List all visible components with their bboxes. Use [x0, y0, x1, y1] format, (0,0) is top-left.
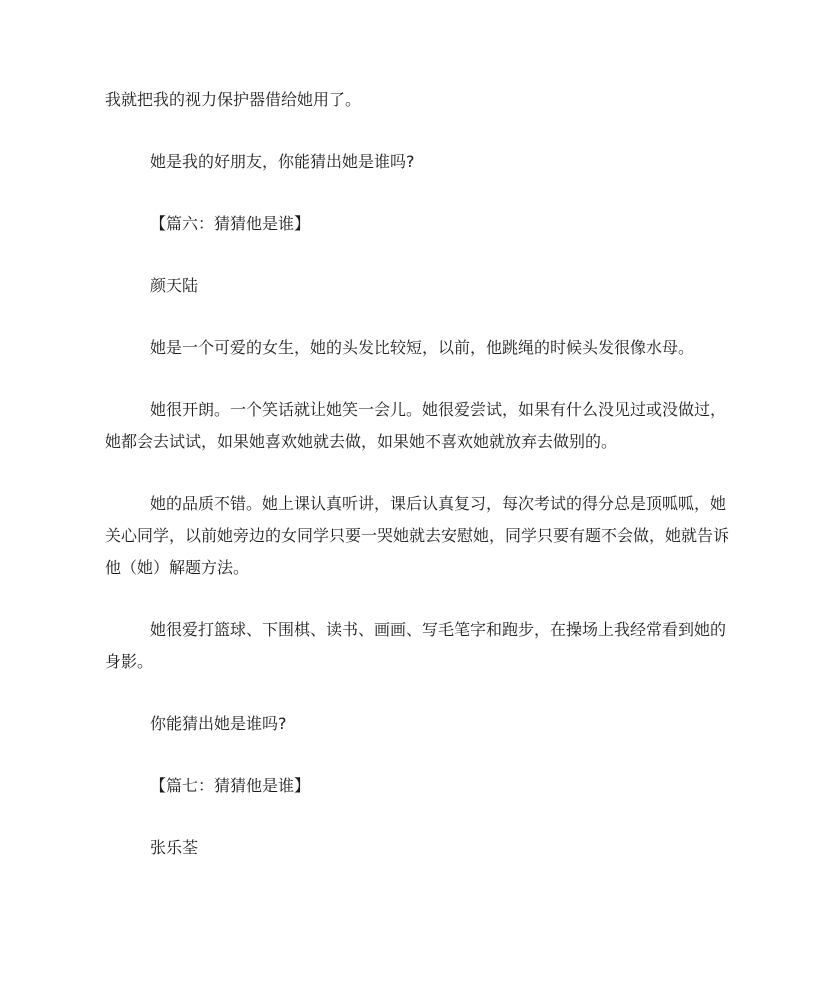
- paragraph-line: 【篇六：猜猜他是谁】: [150, 214, 311, 233]
- paragraph-line: 身影。: [105, 652, 154, 671]
- paragraph-line: 她是一个可爱的女生，她的头发比较短，以前，他跳绳的时候头发很像水母。: [150, 338, 695, 357]
- paragraph: [105, 394, 725, 458]
- paragraph: [105, 614, 725, 678]
- paragraph-line: 她是我的好朋友，你能猜出她是谁吗?: [150, 152, 415, 171]
- paragraph-line: 张乐荃: [150, 838, 199, 857]
- paragraph-line: 她很爱打篮球、下围棋、读书、画画、写毛笔字和跑步，在操场上我经常看到她的: [150, 620, 727, 639]
- paragraph: [105, 208, 725, 240]
- paragraph: [105, 770, 725, 802]
- document-page: [105, 84, 730, 894]
- paragraph-line: 她的品质不错。她上课认真听讲，课后认真复习，每次考试的得分总是顶呱呱，她: [150, 494, 727, 513]
- paragraph: [105, 708, 725, 740]
- paragraph-line: 关心同学，以前她旁边的女同学只要一哭她就去安慰她，同学只要有题不会做，她就告诉: [105, 526, 730, 545]
- paragraph: [105, 146, 725, 178]
- paragraph-line: 我就把我的视力保护器借给她用了。: [105, 90, 362, 109]
- paragraph-line: 你能猜出她是谁吗?: [150, 714, 287, 733]
- paragraph-line: 他（她）解题方法。: [105, 558, 250, 577]
- paragraph: [105, 832, 725, 864]
- paragraph-line: 她很开朗。一个笑话就让她笑一会儿。她很爱尝试，如果有什么没见过或没做过，: [150, 400, 727, 419]
- paragraph: [105, 84, 725, 116]
- paragraph-line: 颜天陆: [150, 276, 199, 295]
- paragraph-line: 【篇七：猜猜他是谁】: [150, 776, 311, 795]
- paragraph: [105, 488, 730, 584]
- paragraph: [105, 270, 725, 302]
- paragraph-line: 她都会去试试，如果她喜欢她就去做，如果她不喜欢她就放弃去做别的。: [105, 432, 618, 451]
- paragraph: [105, 332, 725, 364]
